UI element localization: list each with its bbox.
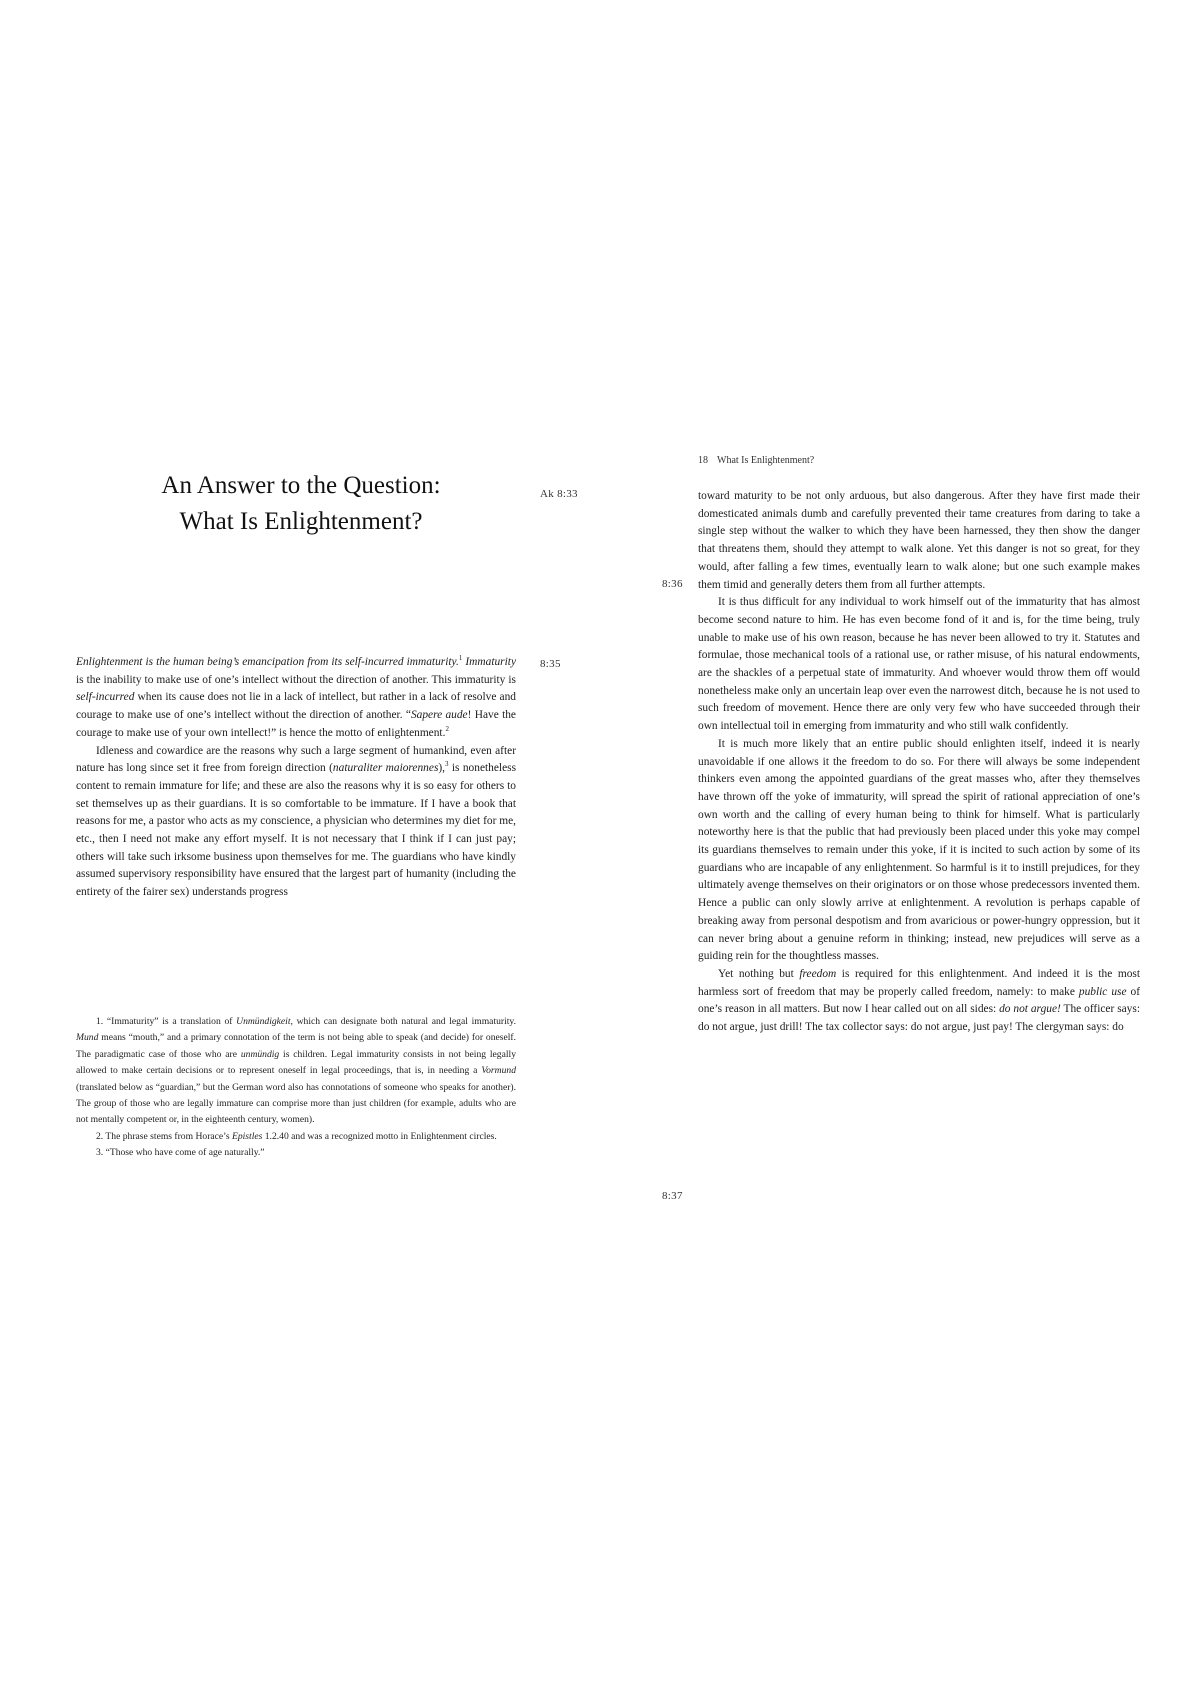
emphasis-self-incurred: self-incurred (76, 691, 135, 704)
text-span: 1. “Immaturity” is a translation of (96, 1016, 237, 1027)
running-head (698, 455, 814, 466)
emphasis-term: Mund (76, 1032, 99, 1044)
emphasis-freedom: freedom (799, 967, 837, 980)
essay-title (76, 468, 526, 540)
paragraph-freedom (698, 966, 1140, 1037)
emphasis-latin-phrase: naturaliter maiorennes (332, 762, 439, 775)
paragraph-public: It is much more likely that an entire public should enlighten itself, indeed it is nearly unavoidable if one allows it the freedom to do so. For there will always be some independent thinkers even among the appointed guardians of the great masses who, after they themselves have thrown off the yoke of immaturity, will spread the spirit of rational appreciation of one’s own worth and the calling of every human being to think for himself. What is particularly noteworthy here is that the public that had previously been placed under this yoke may compel its guardians themselves to remain under this yoke, if it is incited to such action by some of its guardians who are incapable of any enlightenment. So harmful is it to instill prejudices, for they ultimately avenge themselves on their originators or on those whose predecessors invented them. Hence a public can only slowly arrive at enlightenment. A revolution is perhaps capable of breaking away from personal despotism and from avaricious or power-hungry oppression, but it can never bring about a genuine reform in thinking; instead, new prejudices will serve as a guiding rein for the thoughtless masses. (698, 737, 1140, 963)
title-line-2: What Is Enlightenment? (179, 508, 423, 535)
text-span: 2. The phrase stems from Horace’s (96, 1130, 232, 1142)
emphasis-public-use: public use (1078, 985, 1127, 998)
paragraph-continued: toward maturity to be not only arduous, but also dangerous. After they have first made their domesticated animals dumb and carefully prevented their tame creatures from daring to take a single step without the walker to which they have been harnessed, they then show the danger that threatens them, should they attempt to walk alone. Yet this danger is not so great, for they would, after falling a few times, eventually learn to walk alone; but one such example makes them timid and generally deters them from all further attempts. (698, 490, 1140, 591)
margin-reference-8-36: 8:36 (662, 578, 683, 590)
text-span: means “mouth,” and a primary connotation of the term is not being able to speak (and decide) for oneself. The paradigmatic case of those who are (76, 1032, 516, 1060)
text-span: is children. Legal immaturity consists in not being legally allowed to make certain decisions or to represent oneself in legal proceedings, that is, in needing a (76, 1048, 516, 1077)
left-body-text (76, 654, 516, 902)
paragraph-1 (76, 654, 516, 743)
footnote-2 (76, 1129, 516, 1145)
text-span: of one’s reason in all matters. But now I hear called out on all sides: (698, 985, 1140, 1016)
page-number: 18 (698, 455, 708, 466)
emphasis-immaturity: Immaturity (465, 656, 516, 668)
emphasis-term: Vormund (481, 1065, 516, 1077)
margin-reference-8-37: 8:37 (662, 1190, 683, 1202)
text-span: , which can designate both natural and legal immaturity. (290, 1016, 516, 1027)
emphasis-term: Unmündigkeit (236, 1016, 291, 1027)
emphasis-title: Epistles (231, 1130, 263, 1142)
text-span: is nonetheless content to remain immature for life; and these are also the reasons why it is so easy for others to set themselves up as their guardians. It is so comfortable to be immature. If I have a book that reasons for me, a pastor who acts as my conscience, a physician who determines my diet for me, etc., then I need not make any effort myself. It is not necessary that I think if I can just pay; others will take such irksome business upon themselves for me. The guardians who have kindly assumed supervisory responsibility have ensured that the largest part of humanity (including the entirety of the fairer sex) understands progress (76, 762, 516, 899)
emphasis-term: unmündig (240, 1048, 280, 1060)
text-span: Idleness and cowardice are the reasons why such a large segment of humankind, even after nature has long since set it free from foreign direction ( (76, 744, 516, 775)
footnote-marker-1: 1 (458, 654, 463, 663)
paragraph-2 (76, 743, 516, 902)
margin-reference-8-35: 8:35 (540, 658, 561, 670)
footnote-1 (76, 1014, 516, 1129)
text-span: 1.2.40 and was a recognized motto in Enlightenment circles. (262, 1130, 497, 1142)
footnote-marker-2: 2 (445, 725, 449, 734)
text-span: The officer says: do not argue, just drill! The tax collector says: do not argue, just pay! The clergyman says: do (698, 1003, 1140, 1034)
right-body-text (698, 488, 1140, 1037)
footnote-3: 3. “Those who have come of age naturally.” (96, 1147, 265, 1159)
emphasis-sapere-aude: Sapere aude (410, 709, 468, 722)
emphasis-do-not-argue: do not argue! (999, 1003, 1061, 1016)
footnotes (76, 1014, 516, 1162)
text-span: ! Have the courage to make use of your own intellect!” is hence the motto of enlightenment. (76, 709, 516, 739)
text-span: is the inability to make use of one’s intellect without the direction of another. This immaturity is (76, 673, 516, 686)
text-span: is required for this enlightenment. And indeed it is the most harmless sort of freedom that may be properly called freedom, namely: to make (698, 967, 1140, 998)
title-line-1: An Answer to the Question: (161, 472, 441, 499)
running-head-title: What Is Enlightenment? (717, 455, 815, 466)
margin-reference-ak-8-33: Ak 8:33 (540, 488, 578, 500)
paragraph-difficulty: It is thus difficult for any individual to work himself out of the immaturity that has almost become second nature to him. He has even become fond of it and is, for the time being, truly unable to make use of his own reason, because he has never been allowed to try it. Statutes and formulae, those mechanical tools of a rational use, or rather misuse, of his natural endowments, are the shackles of a perpetual state of immaturity. And whoever would throw them off would nonetheless make only an uncertain leap over even the narrowest ditch, because he is not used to such freedom of movement. Hence there are only very few who have succeeded through their own intellectual toil in emerging from immaturity and who still walk confidently. (698, 596, 1140, 733)
text-span: ), (438, 762, 446, 775)
right-page (600, 0, 1200, 1698)
definition-text: Enlightenment is the human being’s emancipation from its self-incurred immaturity. (76, 656, 459, 668)
text-span: when its cause does not lie in a lack of intellect, but rather in a lack of resolve and courage to make use of one’s intellect without the direction of another. “ (76, 691, 516, 722)
text-span: Yet nothing but (718, 967, 800, 980)
text-span: (translated below as “guardian,” but the German word also has connotations of someone who speaks for another). The group of those who are legally immature can comprise more than just children (for example, adults who are not mentally competent or, in the eighteenth century, women). (76, 1081, 516, 1126)
footnote-marker-3: 3 (445, 760, 449, 769)
